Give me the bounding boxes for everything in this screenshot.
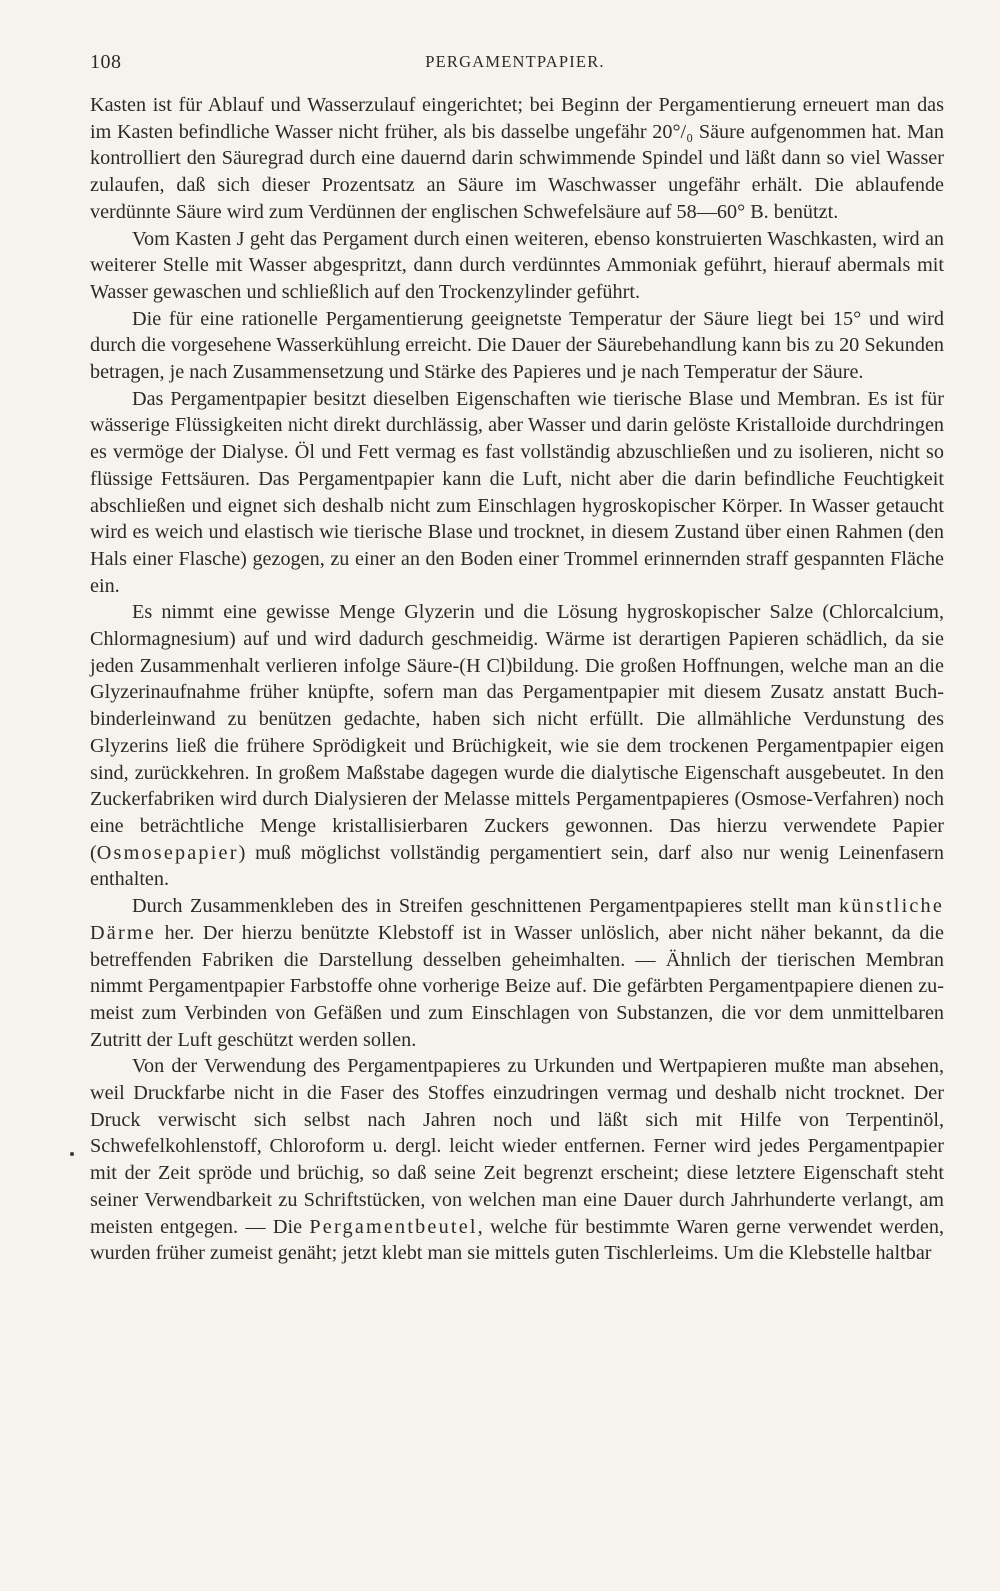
paragraph — [90, 92, 944, 226]
margin-mark — [70, 1152, 74, 1156]
paragraph — [90, 599, 944, 893]
paragraph-text: Von der Verwendung des Pergamentpapieres zu Urkunden und Wertpapieren mußte man absehen, weil Druckfarbe nicht in die Faser des Stoffes einzudringen vermag und deshalb nicht trocknet. Der Druck verwischt sich selbst nach Jahren noch und läßt sich mit Hilfe von Terpentinöl, Schwefelkohlenstoff, Chloroform u. dergl. leicht wieder entfernen. Ferner wird jedes Pergamentpapier mit der Zeit spröde und brüchig, so daß seine Zeit begrenzt erscheint; diese letztere Eigenschaft steht seiner Verwendbarkeit zu Schriftstücken, von welchen man eine Dauer durch Jahrhunderte verlangt, am meisten entgegen. — Die — [90, 1055, 944, 1238]
paragraph-text: Vom Kasten J geht das Pergament durch einen weiteren, ebenso konstruierten Waschkasten, wird an weiterer Stelle mit Wasser abgespritzt, dann durch verdünntes Ammoniak geführt, hierauf abermals mit Wasser gewaschen und schließlich auf den Trockenzylinder geführt. — [90, 227, 944, 303]
paragraph — [90, 893, 944, 1053]
emphasized-term: Osmosepapier — [96, 841, 239, 864]
paragraph-text: her. Der hierzu benützte Klebstoff ist in Wasser unlöslich, aber nicht näher bekannt, da die betreffenden Fabriken die Darstellung desselben geheimhalten. — Ähnlich der tierischen Membran nimmt Pergamentpapier Farbstoffe ohne vorherige Beize auf. Die gefärbten Pergamentpapiere dienen zumeist zum Verbinden von Gefäßen und zum Einschlagen von Substanzen, die vor dem unmittelbaren Zutritt der Luft geschützt werden sollen. — [90, 921, 944, 1051]
paragraph — [90, 226, 944, 306]
paragraph-text: Die für eine rationelle Pergamentierung geeignetste Temperatur der Säure liegt bei 15° und wird durch die vorgesehene Wasserkühlung erreicht. Die Dauer der Säurebehandlung kann bis zu 20 Sekunden betragen, je nach Zusammensetzung und Stärke des Papieres und je nach Temperatur der Säure. — [90, 307, 944, 384]
emphasized-term: künstliche Därme — [90, 895, 944, 944]
paragraph — [90, 386, 944, 600]
paragraph-text: Es nimmt eine gewisse Menge Glyzerin und die Lösung hygroskopischer Salze (Chlorcalcium, Chlormagnesium) auf und wird dadurch geschmeidig. Wärme ist derartigen Papieren schädlich, da sie jeden Zusammenhalt verlieren infolge Säure-(H Cl)bildung. Die großen Hoffnungen, welche man an die Glyzerinaufnahme früher knüpfte, sofern man das Pergamentpapier mit diesem Zusatz anstatt Buchbinderleinwand zu benützen gedachte, haben sich nicht erfüllt. Die allmähliche Verdunstung des Glyzerins ließ die frühere Sprödigkeit und Brüchigkeit, wie sie dem trockenen Pergamentpapier eigen sind, zurückkehren. In großem Maßstabe dagegen wurde die dialytische Eigenschaft ausgebeutet. In den Zuckerfabriken wird durch Dialysieren der Melasse mittels Pergamentpapieres (Osmose-Verfahren) noch eine beträchtliche Menge kristallisierbaren Zuckers gewonnen. Das hierzu verwendete Papier ( — [90, 601, 944, 864]
body-text — [90, 92, 944, 1267]
paragraph-text: Kasten ist für Ablauf und Wasserzulauf eingerichtet; bei Beginn der Pergamentierung erneuert man das im Kasten befindliche Wasser nicht früher, als bis dasselbe ungefähr 20°/₀ Säure aufgenommen hat. Man kontrolliert den Säuregrad durch eine dauernd darin schwimmende Spindel und läßt dann so viel Wasser zulaufen, daß sich dieser Prozentsatz an Säure im Waschwasser ungefähr erhält. Die ablaufende verdünnte Säure wird zum Verdünnen der englischen Schwefelsäure auf 58—60° B. benützt. — [90, 94, 944, 223]
paragraph — [90, 306, 944, 386]
running-title: PERGAMENTPAPIER. — [425, 52, 605, 71]
paragraph-text: , welche für bestimmte Waren gerne verwendet werden, wurden früher zumeist genäht; jetzt klebt man sie mittels guten Tischlerleims. Um die Klebstelle haltbar — [90, 1215, 945, 1265]
paragraph-text: Das Pergamentpapier besitzt dieselben Eigenschaften wie tierische Blase und Membran. Es ist für wässerige Flüssigkeiten nicht direkt durchlässig, aber Wasser und darin gelöste Kristalloide durchdringen es vermöge der Dialyse. Öl und Fett vermag es fast vollständig abzuschließen und zu isolieren, nicht so flüssige Fettsäuren. Das Pergamentpapier kann die Luft, nicht aber die darin befindliche Feuchtigkeit abschließen und eignet sich deshalb nicht zum Einschlagen hygroskopischer Körper. In Wasser getaucht wird es weich und elastisch wie tierische Blase und trocknet, in diesem Zustand über einen Rahmen (den Hals einer Flasche) gezogen, zu einer an den Boden einer Trommel erinnernden straff gespannten Fläche ein. — [90, 387, 944, 597]
paragraph-text: ) muß möglichst vollständig pergamentiert sein, darf also nur wenig Leinenfasern enthalten. — [90, 841, 944, 891]
paragraph-text: Durch Zusammenkleben des in Streifen geschnittenen Pergamentpapieres stellt man — [132, 895, 840, 918]
paragraph — [90, 1053, 944, 1267]
emphasized-term: Pergamentbeutel — [309, 1215, 478, 1238]
page-number: 108 — [90, 51, 122, 73]
